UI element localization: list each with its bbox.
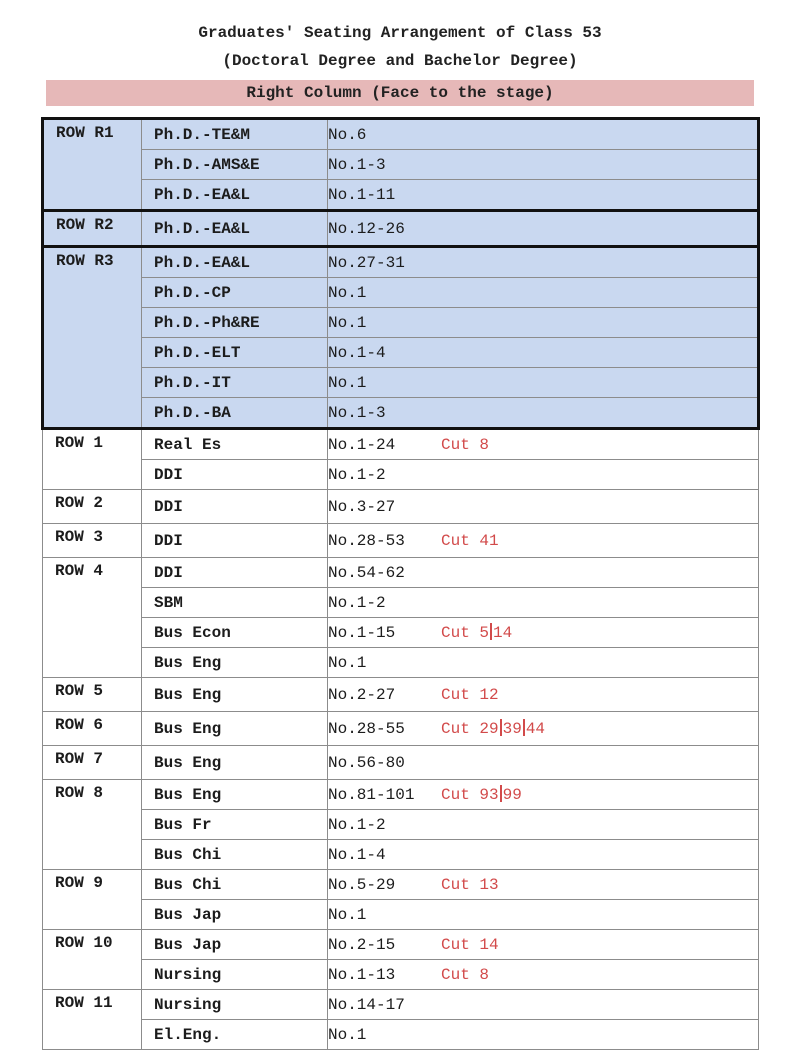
table-row (43, 678, 759, 712)
seat-numbers: No.14-17 (328, 995, 405, 1014)
table-row (43, 746, 759, 780)
seat-numbers-cell (328, 247, 759, 278)
seat-numbers: No.1-24 (328, 435, 396, 454)
table-row (43, 870, 759, 900)
program-name: Bus Eng (142, 678, 328, 712)
program-name: DDI (142, 460, 328, 490)
program-name: Bus Econ (142, 618, 328, 648)
seat-row-group (43, 558, 759, 678)
cut-label: Cut (441, 435, 470, 454)
cut-seat-number: 29 (479, 720, 499, 738)
seat-numbers: No.1-4 (328, 343, 386, 362)
program-name: Bus Eng (142, 648, 328, 678)
program-name: Bus Fr (142, 810, 328, 840)
row-label: ROW 5 (43, 678, 142, 712)
cut-label: Cut (441, 965, 470, 984)
cut-seat-number: 14 (479, 935, 499, 954)
table-row (43, 278, 759, 308)
row-label: ROW 6 (43, 712, 142, 746)
table-row (43, 780, 759, 810)
seat-numbers-cell (328, 810, 759, 840)
seat-numbers: No.1-2 (328, 593, 386, 612)
seat-numbers-cell (328, 150, 759, 180)
table-row (43, 119, 759, 150)
seat-row-group (43, 119, 759, 211)
cut-note (441, 720, 545, 738)
program-name: Nursing (142, 990, 328, 1020)
seat-row-group (43, 990, 759, 1050)
cut-note (441, 966, 489, 984)
table-row (43, 558, 759, 588)
cut-label: Cut (441, 624, 470, 642)
table-row (43, 180, 759, 211)
seat-numbers: No.54-62 (328, 563, 405, 582)
cut-seat-number: 99 (502, 786, 522, 804)
seat-numbers: No.1 (328, 283, 367, 302)
program-name: Ph.D.-AMS&E (142, 150, 328, 180)
seat-numbers: No.5-29 (328, 875, 396, 894)
cut-label: Cut (441, 685, 470, 704)
program-name: Ph.D.-IT (142, 368, 328, 398)
seat-row-group (43, 870, 759, 930)
seat-row-group (43, 211, 759, 247)
table-row (43, 588, 759, 618)
cut-seat-number: 12 (479, 685, 499, 704)
seat-numbers-cell (328, 119, 759, 150)
seat-numbers-cell (328, 990, 759, 1020)
seat-numbers-cell (328, 780, 759, 810)
table-row (43, 368, 759, 398)
program-name: Ph.D.-ELT (142, 338, 328, 368)
table-row (43, 960, 759, 990)
row-label: ROW 1 (43, 429, 142, 490)
table-row (43, 712, 759, 746)
table-row (43, 490, 759, 524)
seat-numbers: No.1-3 (328, 403, 386, 422)
seat-numbers-cell (328, 870, 759, 900)
program-name: Ph.D.-EA&L (142, 180, 328, 211)
seat-numbers-cell (328, 1020, 759, 1050)
seat-numbers: No.1 (328, 1025, 367, 1044)
seat-numbers: No.1-15 (328, 624, 396, 642)
seat-row-group (43, 490, 759, 524)
seat-numbers-cell (328, 930, 759, 960)
table-row (43, 398, 759, 429)
seat-numbers: No.2-27 (328, 685, 396, 704)
seat-numbers: No.1-3 (328, 155, 386, 174)
seat-numbers: No.2-15 (328, 935, 396, 954)
table-row (43, 429, 759, 460)
table-row (43, 338, 759, 368)
cut-note (441, 876, 499, 894)
program-name: Bus Chi (142, 840, 328, 870)
seat-numbers-cell (328, 180, 759, 211)
row-label: ROW R3 (43, 247, 142, 429)
seat-numbers: No.28-55 (328, 720, 405, 738)
table-row (43, 990, 759, 1020)
seat-row-group (43, 678, 759, 712)
page-subtitle: (Doctoral Degree and Bachelor Degree) (222, 52, 578, 70)
seat-numbers-cell (328, 524, 759, 558)
seat-row-group (43, 524, 759, 558)
program-name: SBM (142, 588, 328, 618)
row-label: ROW 2 (43, 490, 142, 524)
table-row (43, 810, 759, 840)
seat-numbers-cell (328, 960, 759, 990)
seat-numbers-cell (328, 746, 759, 780)
seat-numbers-cell (328, 368, 759, 398)
seat-row-group (43, 746, 759, 780)
table-row (43, 150, 759, 180)
table-row (43, 648, 759, 678)
table-row (43, 900, 759, 930)
cut-note (441, 436, 489, 454)
program-name: Real Es (142, 429, 328, 460)
cut-seat-number: 44 (525, 720, 546, 738)
table-row (43, 460, 759, 490)
seat-numbers: No.12-26 (328, 219, 405, 238)
cut-seat-number: 5 (479, 624, 490, 642)
cut-note (441, 532, 499, 550)
seat-numbers-cell (328, 460, 759, 490)
cut-seat-number: 8 (479, 965, 490, 984)
seat-row-group (43, 780, 759, 870)
seat-numbers: No.6 (328, 125, 367, 144)
table-row (43, 618, 759, 648)
seat-numbers-cell (328, 211, 759, 247)
seat-numbers-cell (328, 900, 759, 930)
cut-label: Cut (441, 875, 470, 894)
row-label: ROW R2 (43, 211, 142, 247)
cut-seat-number: 13 (479, 875, 499, 894)
cut-seat-number: 8 (479, 435, 490, 454)
program-name: Bus Jap (142, 930, 328, 960)
program-name: Ph.D.-BA (142, 398, 328, 429)
cut-separator (523, 719, 525, 736)
page-title: Graduates' Seating Arrangement of Class 53 (198, 24, 602, 42)
seat-numbers-cell (328, 308, 759, 338)
table-row (43, 308, 759, 338)
seat-numbers: No.28-53 (328, 531, 405, 550)
row-label: ROW R1 (43, 119, 142, 211)
program-name: DDI (142, 490, 328, 524)
seat-numbers-cell (328, 618, 759, 648)
program-name: Ph.D.-TE&M (142, 119, 328, 150)
seat-numbers: No.3-27 (328, 497, 396, 516)
seat-numbers: No.1 (328, 373, 367, 392)
seat-numbers: No.1-4 (328, 845, 386, 864)
seat-numbers: No.1-11 (328, 185, 396, 204)
table-row (43, 1020, 759, 1050)
seat-numbers: No.1-2 (328, 465, 386, 484)
table-row (43, 211, 759, 247)
table-row (43, 247, 759, 278)
row-label: ROW 11 (43, 990, 142, 1050)
cut-seat-number: 41 (479, 531, 499, 550)
cut-label: Cut (441, 531, 470, 550)
program-name: DDI (142, 524, 328, 558)
section-banner: Right Column (Face to the stage) (46, 80, 754, 106)
seat-numbers-cell (328, 840, 759, 870)
cut-seat-number: 39 (502, 720, 522, 738)
row-label: ROW 9 (43, 870, 142, 930)
seat-numbers: No.56-80 (328, 753, 405, 772)
seat-row-group (43, 429, 759, 490)
cut-separator (500, 719, 502, 736)
cut-note (441, 936, 499, 954)
seat-numbers: No.81-101 (328, 786, 415, 804)
program-name: El.Eng. (142, 1020, 328, 1050)
seat-numbers-cell (328, 678, 759, 712)
row-label: ROW 4 (43, 558, 142, 678)
program-name: Bus Eng (142, 746, 328, 780)
seat-numbers: No.1 (328, 905, 367, 924)
row-label: ROW 8 (43, 780, 142, 870)
cut-note (441, 786, 522, 804)
program-name: Bus Jap (142, 900, 328, 930)
cut-label: Cut (441, 786, 470, 804)
seat-numbers-cell (328, 490, 759, 524)
row-label: ROW 10 (43, 930, 142, 990)
row-label: ROW 7 (43, 746, 142, 780)
table-row (43, 524, 759, 558)
cut-note (441, 686, 499, 704)
program-name: Bus Chi (142, 870, 328, 900)
cut-note (441, 624, 512, 642)
seat-numbers: No.1 (328, 313, 367, 332)
seat-numbers-cell (328, 278, 759, 308)
seat-numbers: No.27-31 (328, 253, 405, 272)
seat-numbers-cell (328, 398, 759, 429)
cut-separator (500, 785, 502, 802)
seat-numbers: No.1 (328, 653, 367, 672)
seat-numbers-cell (328, 338, 759, 368)
seat-row-group (43, 930, 759, 990)
seating-table (41, 117, 760, 1050)
seat-numbers-cell (328, 429, 759, 460)
table-row (43, 930, 759, 960)
program-name: Nursing (142, 960, 328, 990)
row-label: ROW 3 (43, 524, 142, 558)
program-name: Bus Eng (142, 712, 328, 746)
seat-numbers-cell (328, 648, 759, 678)
seat-row-group (43, 247, 759, 429)
program-name: Ph.D.-EA&L (142, 247, 328, 278)
cut-label: Cut (441, 720, 470, 738)
seat-numbers-cell (328, 712, 759, 746)
cut-seat-number: 93 (479, 786, 499, 804)
program-name: Ph.D.-CP (142, 278, 328, 308)
table-row (43, 840, 759, 870)
program-name: Ph.D.-EA&L (142, 211, 328, 247)
cut-label: Cut (441, 935, 470, 954)
cut-separator (490, 623, 492, 640)
seat-row-group (43, 712, 759, 746)
seat-numbers-cell (328, 558, 759, 588)
seat-numbers-cell (328, 588, 759, 618)
seat-numbers: No.1-13 (328, 965, 396, 984)
cut-seat-number: 14 (493, 624, 513, 642)
program-name: DDI (142, 558, 328, 588)
program-name: Bus Eng (142, 780, 328, 810)
seat-numbers: No.1-2 (328, 815, 386, 834)
program-name: Ph.D.-Ph&RE (142, 308, 328, 338)
